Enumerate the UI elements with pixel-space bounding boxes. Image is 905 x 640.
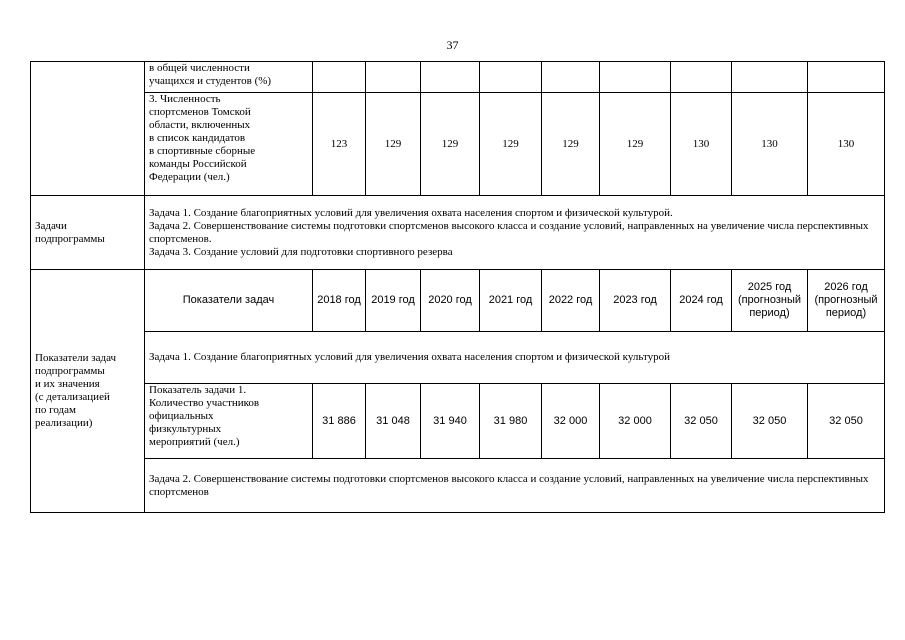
year-header: 2026 год (прогнозный период) xyxy=(808,270,885,332)
table-row xyxy=(31,62,885,93)
task-item: Задача 2. Совершенствование системы подготовки спортсменов высокого класса и создание условий, направленных на увеличение числа перспективных спортсменов. xyxy=(149,219,869,245)
empty-left-cell xyxy=(31,62,145,196)
table-row xyxy=(31,332,885,384)
value-cell xyxy=(421,62,480,93)
value-cell xyxy=(808,62,885,93)
indicator3-value: 129 xyxy=(600,93,671,196)
indicator3-value: 123 xyxy=(313,93,366,196)
indicator3-value: 130 xyxy=(671,93,732,196)
value-cell xyxy=(542,62,600,93)
value-cell xyxy=(671,62,732,93)
task1-indicator-value: 31 886 xyxy=(313,384,366,459)
indicator3-value: 129 xyxy=(421,93,480,196)
year-header: 2025 год (прогнозный период) xyxy=(732,270,808,332)
indicator3-value: 130 xyxy=(808,93,885,196)
year-header: 2018 год xyxy=(313,270,366,332)
indicator3-value: 129 xyxy=(480,93,542,196)
task-item: Задача 1. Создание благоприятных условий для увеличения охвата населения спортом и физической культурой. xyxy=(149,206,673,219)
tasks-list xyxy=(145,196,885,270)
year-header: 2022 год xyxy=(542,270,600,332)
year-header: 2024 год xyxy=(671,270,732,332)
year-header: 2020 год xyxy=(421,270,480,332)
value-cell xyxy=(480,62,542,93)
indicator3-value: 130 xyxy=(732,93,808,196)
task1-indicator-value: 32 050 xyxy=(671,384,732,459)
indicator3-value: 129 xyxy=(542,93,600,196)
indicator2-continuation xyxy=(145,62,313,93)
task1-indicator-value: 31 048 xyxy=(366,384,421,459)
year-header: 2023 год xyxy=(600,270,671,332)
task1-indicator-value: 32 000 xyxy=(600,384,671,459)
table-row xyxy=(31,196,885,270)
indicators-header-title: Показатели задач xyxy=(145,270,313,332)
year-header: 2019 год xyxy=(366,270,421,332)
task1-indicator-label xyxy=(145,384,313,459)
indicator3-value: 129 xyxy=(366,93,421,196)
table-row xyxy=(31,270,885,332)
task1-indicator-value: 31 940 xyxy=(421,384,480,459)
value-cell xyxy=(600,62,671,93)
value-cell xyxy=(732,62,808,93)
task1-indicator-value: 32 050 xyxy=(808,384,885,459)
indicator2-label: в общей численности учащихся и студентов (%) xyxy=(149,62,272,87)
value-cell xyxy=(313,62,366,93)
task1-indicator-value: 31 980 xyxy=(480,384,542,459)
task2-title: Задача 2. Совершенствование системы подготовки спортсменов высокого класса и создание условий, направленных на увеличение числа перспективных спортсменов xyxy=(145,459,885,513)
task-item: Задача 3. Создание условий для подготовки спортивного резерва xyxy=(149,245,453,258)
tasks-label-text: Задачи подпрограммы xyxy=(35,219,105,245)
indicator3-text: 3. Численность спортсменов Томской области, включенных в список кандидатов в спортивные сборные команды Российской Федерации (чел.) xyxy=(149,93,256,183)
table-row xyxy=(31,459,885,513)
task1-indicator-text: Показатель задачи 1. Количество участников официальных физкультурных мероприятий (чел.) xyxy=(149,384,260,448)
value-cell xyxy=(366,62,421,93)
task1-indicator-value: 32 000 xyxy=(542,384,600,459)
indicators-label xyxy=(31,270,145,513)
indicator3-label xyxy=(145,93,313,196)
task1-title: Задача 1. Создание благоприятных условий для увеличения охвата населения спортом и физической культурой xyxy=(145,332,885,384)
year-header: 2021 год xyxy=(480,270,542,332)
indicators-label-text: Показатели задач подпрограммы и их значения (с детализацией по годам реализации) xyxy=(35,352,117,429)
tasks-label xyxy=(31,196,145,270)
subprogram-table xyxy=(30,61,885,513)
page-number: 37 xyxy=(446,38,459,52)
task1-indicator-value: 32 050 xyxy=(732,384,808,459)
table-row xyxy=(31,384,885,459)
table-row xyxy=(31,93,885,196)
